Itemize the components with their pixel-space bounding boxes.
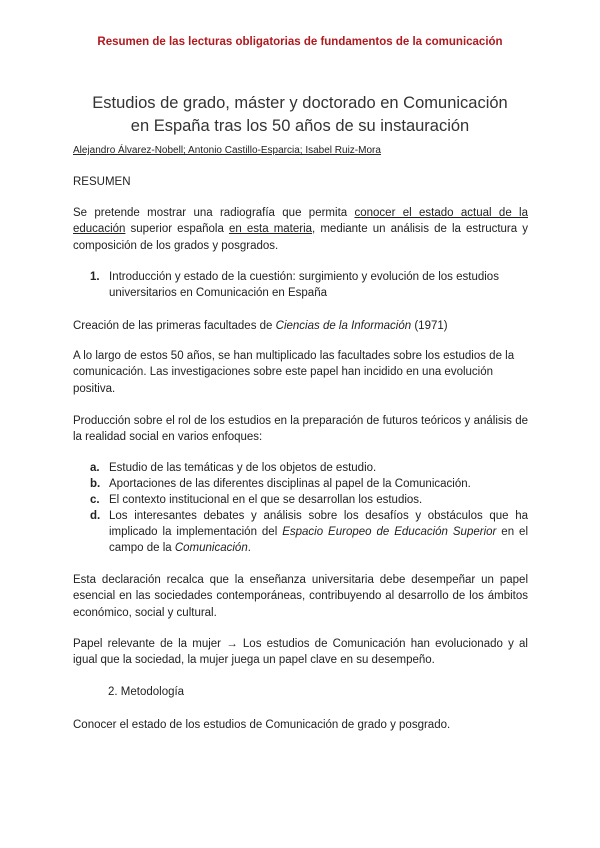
focus-item-c bbox=[90, 492, 528, 508]
resumen-heading: RESUMEN bbox=[73, 176, 131, 188]
section-1-marker: 1. bbox=[90, 271, 100, 283]
section-1-text: Introducción y estado de la cuestión: surgimiento y evolución de los estudios universitarios en Comunicación en España bbox=[109, 271, 499, 299]
method-paragraph: Conocer el estado de los estudios de Comunicación de grado y posgrado. bbox=[73, 719, 451, 731]
authors-line: Alejandro Álvarez-Nobell; Antonio Castillo-Esparcia; Isabel Ruiz-Mora bbox=[73, 145, 381, 156]
page-header bbox=[0, 36, 600, 48]
production-paragraph: Producción sobre el rol de los estudios en la preparación de futuros teóricos y análisis de la realidad social en varios enfoques: bbox=[73, 415, 528, 444]
creation-text-2: (1971) bbox=[411, 320, 448, 332]
focus-text-d-3: . bbox=[247, 542, 251, 554]
focus-text-c: El contexto institucional en el que se desarrollan los estudios. bbox=[109, 494, 423, 506]
focus-marker-c: c. bbox=[90, 494, 100, 506]
focus-item-a bbox=[90, 460, 528, 476]
intro-paragraph bbox=[73, 205, 528, 254]
section-1-list bbox=[90, 269, 528, 301]
focus-text-d-1: Los interesantes debates y análisis sobre los desafíos y obstáculos que ha implicado la implementación del bbox=[109, 510, 528, 538]
section-1-heading bbox=[90, 269, 528, 301]
focus-marker-d: d. bbox=[90, 510, 101, 522]
intro-text-2: superior española bbox=[125, 223, 229, 236]
header-text: Resumen de las lecturas obligatorias de fundamentos de la comunicación bbox=[97, 36, 503, 48]
focus-italic-d-2: Comunicación bbox=[174, 542, 248, 554]
focus-text-b: Aportaciones de las diferentes disciplinas al papel de la Comunicación. bbox=[109, 478, 471, 490]
intro-text-3: , mediante un análisis de la estructura y composición de los grados y posgrados. bbox=[73, 223, 529, 252]
creation-text-1: Creación de las primeras facultades de bbox=[73, 320, 276, 332]
fifty-years-paragraph: A lo largo de estos 50 años, se han multiplicado las facultades sobre los estudios de la comunicación. Las investigaciones sobre este papel han incidido en una evolución positiva. bbox=[73, 350, 515, 395]
document-title bbox=[40, 92, 560, 138]
woman-role-paragraph: Papel relevante de la mujer → Los estudios de Comunicación han evolucionado y al igual que la sociedad, la mujer juega un papel clave en su desempeño. bbox=[73, 638, 528, 667]
creation-paragraph bbox=[73, 318, 528, 334]
focus-item-d bbox=[90, 508, 528, 556]
focus-text-d-2: en el campo de la bbox=[109, 526, 528, 554]
focus-italic-d-1: Espacio Europeo de Educación Superior bbox=[282, 526, 497, 538]
focus-marker-b: b. bbox=[90, 478, 101, 490]
intro-text-1: Se pretende mostrar una radiografía que permita bbox=[73, 207, 355, 219]
declaration-paragraph: Esta declaración recalca que la enseñanza universitaria debe desempeñar un papel esencial en las sociedades contemporáneas, contribuyendo al desarrollo de los ámbitos económico, social y cultural. bbox=[73, 574, 528, 619]
intro-underline-1: conocer el estado actual de la educación bbox=[73, 207, 528, 236]
focus-list bbox=[90, 460, 528, 556]
intro-underline-2: en esta materia bbox=[228, 223, 313, 236]
section-2-heading: 2. Metodología bbox=[108, 686, 185, 698]
focus-text-a: Estudio de las temáticas y de los objetos de estudio. bbox=[109, 462, 377, 474]
focus-marker-a: a. bbox=[90, 462, 100, 474]
title-line-2: en España tras los 50 años de su instauración bbox=[130, 117, 470, 135]
creation-italic: Ciencias de la Información bbox=[275, 320, 412, 332]
title-line-1: Estudios de grado, máster y doctorado en Comunicación bbox=[92, 94, 508, 112]
focus-item-b bbox=[90, 476, 528, 492]
